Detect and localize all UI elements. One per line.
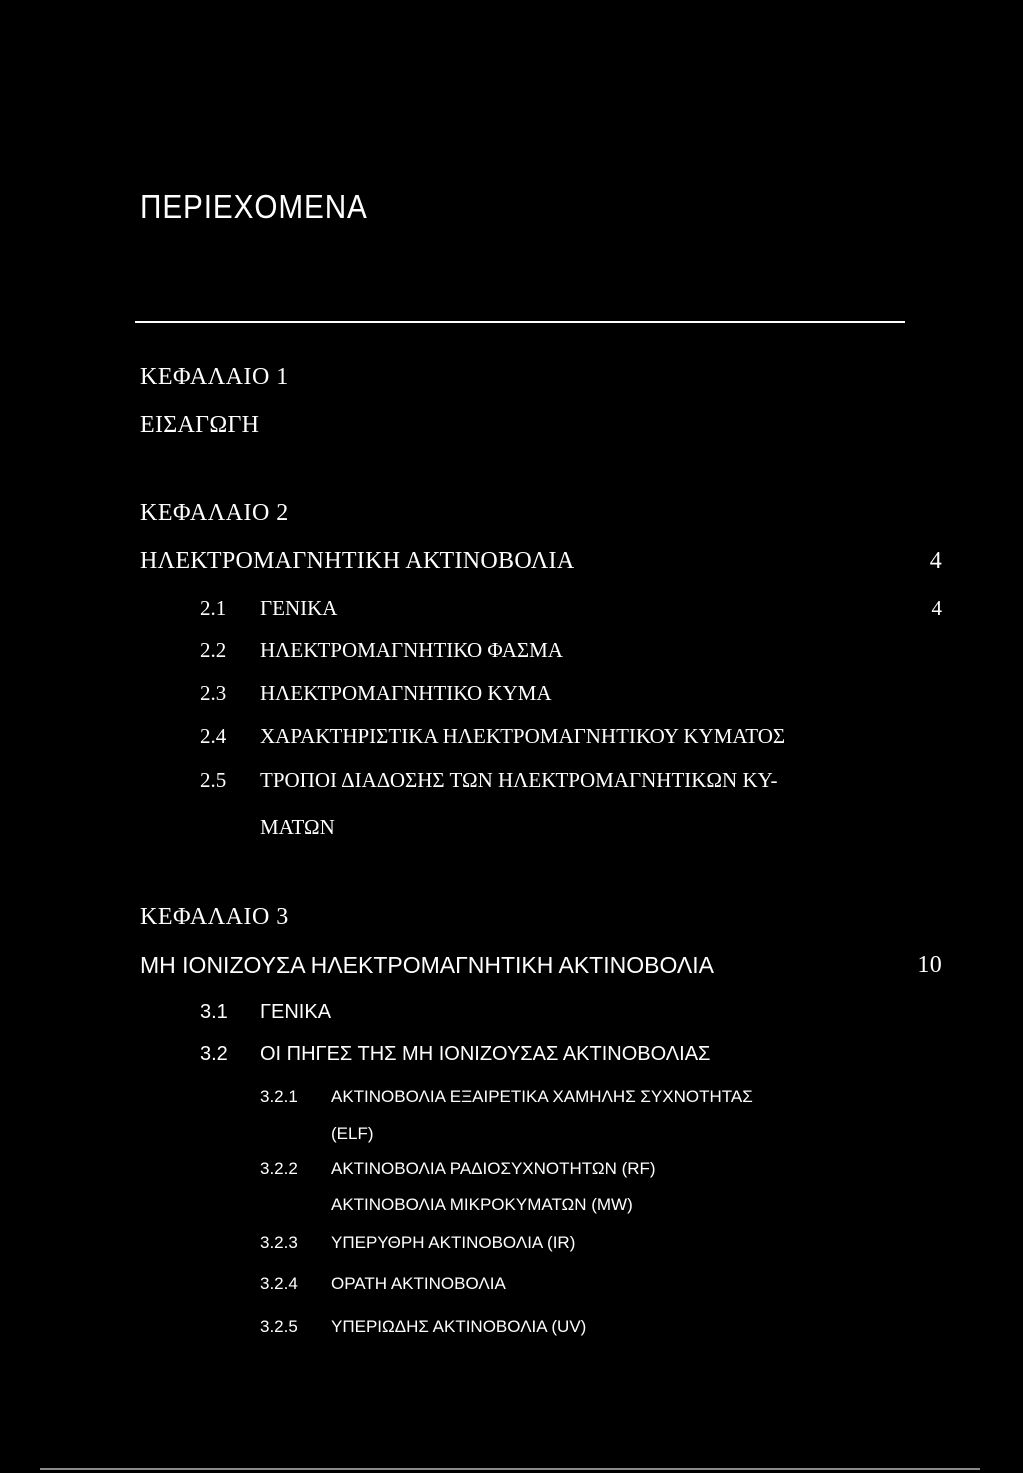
subsection-number: 3.2.1 xyxy=(260,1087,298,1106)
subsection-title-continuation: (ELF) xyxy=(331,1124,374,1143)
chapter-2-title: ΗΛΕΚΤΡΟΜΑΓΝΗΤΙΚΗ ΑΚΤΙΝΟΒΟΛΙΑ xyxy=(140,548,575,574)
section-number: 2.1 xyxy=(200,596,227,620)
chapter-1-title: ΕΙΣΑΓΩΓΗ xyxy=(140,412,260,438)
subsection-number: 3.2.4 xyxy=(260,1274,298,1293)
chapter-2-label: ΚΕΦΑΛΑΙΟ 2 xyxy=(140,500,289,526)
subsection-title: ΑΚΤΙΝΟΒΟΛΙΑ ΕΞΑΙΡΕΤΙΚΑ ΧΑΜΗΛΗΣ ΣΥΧΝΟΤΗΤΑΣ xyxy=(331,1087,753,1106)
subsection-title: ΟΡΑΤΗ ΑΚΤΙΝΟΒΟΛΙΑ xyxy=(331,1274,506,1293)
section-number: 3.2 xyxy=(200,1043,228,1065)
chapter-3-title: ΜΗ ΙΟΝΙΖΟΥΣΑ ΗΛΕΚΤΡΟΜΑΓΝΗΤΙΚΗ ΑΚΤΙΝΟΒΟΛΙΑ xyxy=(140,952,715,978)
page-title: ΠΕΡΙΕΧΟΜΕΝΑ xyxy=(140,188,368,225)
subsection-title: ΥΠΕΡΙΩΔΗΣ ΑΚΤΙΝΟΒΟΛΙΑ (UV) xyxy=(331,1317,587,1336)
section-title: ΟΙ ΠΗΓΕΣ ΤΗΣ ΜΗ ΙΟΝΙΖΟΥΣΑΣ ΑΚΤΙΝΟΒΟΛΙΑΣ xyxy=(260,1043,711,1065)
section-title: ΧΑΡΑΚΤΗΡΙΣΤΙΚΑ ΗΛΕΚΤΡΟΜΑΓΝΗΤΙΚΟΥ ΚΥΜΑΤΟΣ xyxy=(260,724,786,748)
section-number: 2.4 xyxy=(200,724,227,748)
section-title: ΗΛΕΚΤΡΟΜΑΓΝΗΤΙΚΟ ΚΥΜΑ xyxy=(260,681,552,705)
section-title: ΓΕΝΙΚΑ xyxy=(260,1001,332,1023)
chapter-1-label: ΚΕΦΑΛΑΙΟ 1 xyxy=(140,364,289,390)
section-number: 3.1 xyxy=(200,1001,228,1023)
subsection-title: ΑΚΤΙΝΟΒΟΛΙΑ ΡΑΔΙΟΣΥΧΝΟΤΗΤΩΝ (RF) xyxy=(331,1159,656,1178)
section-number: 2.2 xyxy=(200,638,227,662)
title-divider xyxy=(135,321,905,323)
section-number: 2.5 xyxy=(200,768,227,792)
section-title-continuation: ΜΑΤΩΝ xyxy=(260,815,335,839)
subsection-number: 3.2.5 xyxy=(260,1317,298,1336)
section-title: ΤΡΟΠΟΙ ΔΙΑΔΟΣΗΣ ΤΩΝ ΗΛΕΚΤΡΟΜΑΓΝΗΤΙΚΩΝ ΚΥ- xyxy=(260,768,778,792)
subsection-number: 3.2.2 xyxy=(260,1159,298,1178)
section-number: 2.3 xyxy=(200,681,227,705)
subsection-number: 3.2.3 xyxy=(260,1233,298,1252)
subsection-title: ΥΠΕΡΥΘΡΗ ΑΚΤΙΝΟΒΟΛΙΑ (IR) xyxy=(331,1233,576,1252)
chapter-3-label: ΚΕΦΑΛΑΙΟ 3 xyxy=(140,904,289,930)
chapter-3-page: 10 xyxy=(917,952,942,978)
scan-edge-line xyxy=(40,1468,980,1470)
section-title: ΓΕΝΙΚΑ xyxy=(260,596,338,620)
section-page: 4 xyxy=(931,596,942,620)
subsection-title-continuation: ΑΚΤΙΝΟΒΟΛΙΑ ΜΙΚΡΟΚΥΜΑΤΩΝ (MW) xyxy=(331,1195,633,1214)
section-title: ΗΛΕΚΤΡΟΜΑΓΝΗΤΙΚΟ ΦΑΣΜΑ xyxy=(260,638,563,662)
chapter-2-page: 4 xyxy=(929,548,942,574)
